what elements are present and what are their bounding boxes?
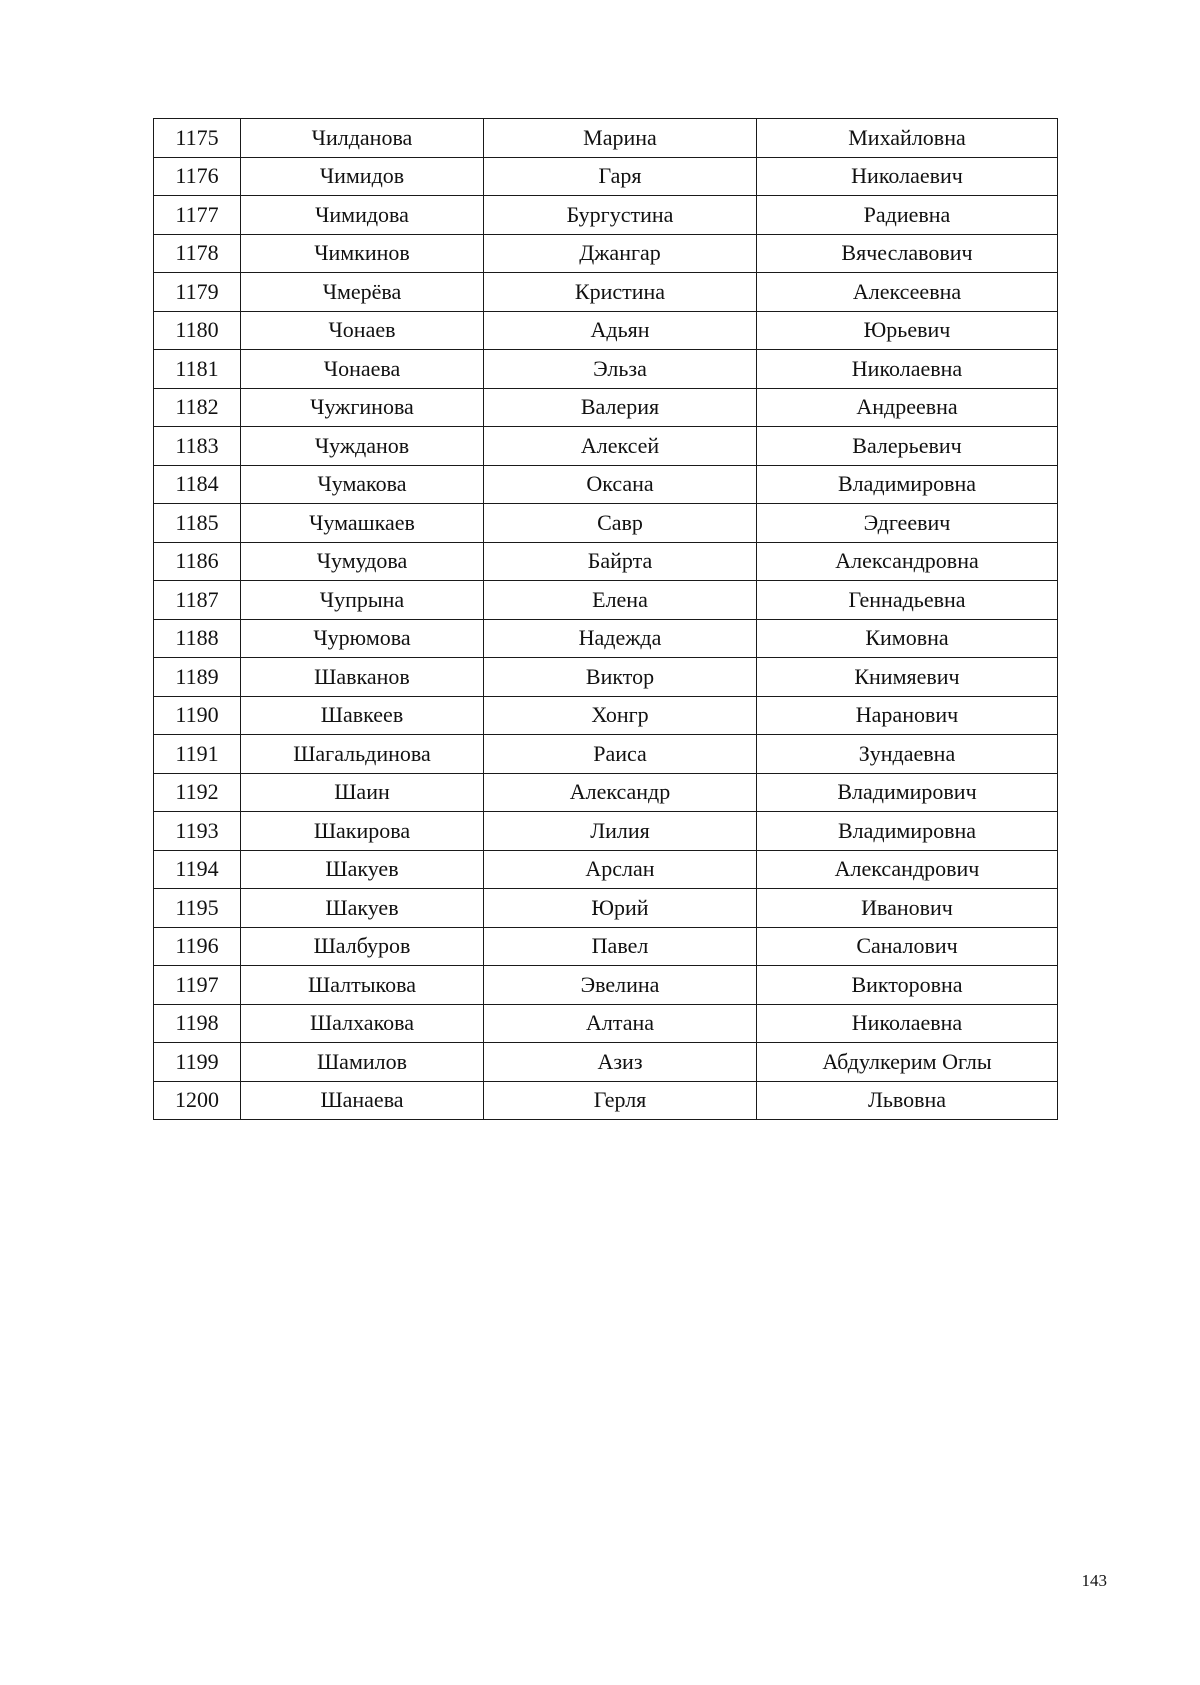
- patronymic-cell: Николаевна: [757, 350, 1058, 389]
- table-row: [154, 735, 1058, 774]
- table-row: [154, 119, 1058, 158]
- row-number-cell: 1179: [154, 273, 241, 312]
- first-name-cell: Савр: [484, 504, 757, 543]
- patronymic-cell: Викторовна: [757, 966, 1058, 1005]
- last-name-cell: Шавканов: [241, 658, 484, 697]
- table-row: [154, 465, 1058, 504]
- registry-table: [153, 118, 1058, 1120]
- table-row: [154, 812, 1058, 851]
- last-name-cell: Чмерёва: [241, 273, 484, 312]
- last-name-cell: Шанаева: [241, 1081, 484, 1120]
- first-name-cell: Оксана: [484, 465, 757, 504]
- first-name-cell: Джангар: [484, 234, 757, 273]
- table-row: [154, 1043, 1058, 1082]
- row-number-cell: 1199: [154, 1043, 241, 1082]
- row-number-cell: 1176: [154, 157, 241, 196]
- row-number-cell: 1184: [154, 465, 241, 504]
- patronymic-cell: Радиевна: [757, 196, 1058, 235]
- table-row: [154, 196, 1058, 235]
- table-row: [154, 581, 1058, 620]
- patronymic-cell: Юрьевич: [757, 311, 1058, 350]
- table-row: [154, 696, 1058, 735]
- patronymic-cell: Николаевна: [757, 1004, 1058, 1043]
- first-name-cell: Павел: [484, 927, 757, 966]
- row-number-cell: 1178: [154, 234, 241, 273]
- row-number-cell: 1190: [154, 696, 241, 735]
- patronymic-cell: Владимирович: [757, 773, 1058, 812]
- last-name-cell: Чужгинова: [241, 388, 484, 427]
- last-name-cell: Шагальдинова: [241, 735, 484, 774]
- row-number-cell: 1175: [154, 119, 241, 158]
- last-name-cell: Чилданова: [241, 119, 484, 158]
- table-row: [154, 542, 1058, 581]
- last-name-cell: Шалхакова: [241, 1004, 484, 1043]
- table-row: [154, 850, 1058, 889]
- last-name-cell: Чонаева: [241, 350, 484, 389]
- first-name-cell: Юрий: [484, 889, 757, 928]
- patronymic-cell: Геннадьевна: [757, 581, 1058, 620]
- first-name-cell: Виктор: [484, 658, 757, 697]
- table-row: [154, 388, 1058, 427]
- first-name-cell: Алексей: [484, 427, 757, 466]
- row-number-cell: 1186: [154, 542, 241, 581]
- row-number-cell: 1191: [154, 735, 241, 774]
- first-name-cell: Арслан: [484, 850, 757, 889]
- first-name-cell: Адьян: [484, 311, 757, 350]
- table-row: [154, 1004, 1058, 1043]
- row-number-cell: 1180: [154, 311, 241, 350]
- first-name-cell: Азиз: [484, 1043, 757, 1082]
- first-name-cell: Елена: [484, 581, 757, 620]
- row-number-cell: 1200: [154, 1081, 241, 1120]
- patronymic-cell: Зундаевна: [757, 735, 1058, 774]
- last-name-cell: Чупрына: [241, 581, 484, 620]
- row-number-cell: 1198: [154, 1004, 241, 1043]
- first-name-cell: Алтана: [484, 1004, 757, 1043]
- table-row: [154, 504, 1058, 543]
- first-name-cell: Эльза: [484, 350, 757, 389]
- table-row: [154, 889, 1058, 928]
- patronymic-cell: Владимировна: [757, 812, 1058, 851]
- row-number-cell: 1181: [154, 350, 241, 389]
- first-name-cell: Кристина: [484, 273, 757, 312]
- patronymic-cell: Николаевич: [757, 157, 1058, 196]
- table-row: [154, 350, 1058, 389]
- row-number-cell: 1183: [154, 427, 241, 466]
- patronymic-cell: Вячеславович: [757, 234, 1058, 273]
- table-row: [154, 273, 1058, 312]
- patronymic-cell: Эдгеевич: [757, 504, 1058, 543]
- patronymic-cell: Львовна: [757, 1081, 1058, 1120]
- patronymic-cell: Александровна: [757, 542, 1058, 581]
- first-name-cell: Александр: [484, 773, 757, 812]
- row-number-cell: 1197: [154, 966, 241, 1005]
- first-name-cell: Гаря: [484, 157, 757, 196]
- last-name-cell: Шавкеев: [241, 696, 484, 735]
- patronymic-cell: Кимовна: [757, 619, 1058, 658]
- last-name-cell: Шамилов: [241, 1043, 484, 1082]
- first-name-cell: Лилия: [484, 812, 757, 851]
- last-name-cell: Чурюмова: [241, 619, 484, 658]
- first-name-cell: Валерия: [484, 388, 757, 427]
- patronymic-cell: Михайловна: [757, 119, 1058, 158]
- last-name-cell: Чумакова: [241, 465, 484, 504]
- row-number-cell: 1195: [154, 889, 241, 928]
- row-number-cell: 1182: [154, 388, 241, 427]
- row-number-cell: 1193: [154, 812, 241, 851]
- patronymic-cell: Владимировна: [757, 465, 1058, 504]
- row-number-cell: 1185: [154, 504, 241, 543]
- page-number: 143: [1081, 1571, 1107, 1590]
- last-name-cell: Чимидова: [241, 196, 484, 235]
- last-name-cell: Шалтыкова: [241, 966, 484, 1005]
- last-name-cell: Шалбуров: [241, 927, 484, 966]
- last-name-cell: Шакирова: [241, 812, 484, 851]
- table-row: [154, 773, 1058, 812]
- row-number-cell: 1188: [154, 619, 241, 658]
- patronymic-cell: Валерьевич: [757, 427, 1058, 466]
- table-row: [154, 157, 1058, 196]
- first-name-cell: Надежда: [484, 619, 757, 658]
- first-name-cell: Байрта: [484, 542, 757, 581]
- table-row: [154, 311, 1058, 350]
- table-row: [154, 658, 1058, 697]
- last-name-cell: Чумашкаев: [241, 504, 484, 543]
- row-number-cell: 1177: [154, 196, 241, 235]
- table-row: [154, 234, 1058, 273]
- registry-table-body: [154, 119, 1058, 1120]
- last-name-cell: Шакуев: [241, 889, 484, 928]
- patronymic-cell: Александрович: [757, 850, 1058, 889]
- table-row: [154, 427, 1058, 466]
- first-name-cell: Хонгр: [484, 696, 757, 735]
- row-number-cell: 1196: [154, 927, 241, 966]
- last-name-cell: Чонаев: [241, 311, 484, 350]
- patronymic-cell: Книмяевич: [757, 658, 1058, 697]
- patronymic-cell: Саналович: [757, 927, 1058, 966]
- last-name-cell: Шаин: [241, 773, 484, 812]
- first-name-cell: Бургустина: [484, 196, 757, 235]
- patronymic-cell: Абдулкерим Оглы: [757, 1043, 1058, 1082]
- row-number-cell: 1192: [154, 773, 241, 812]
- patronymic-cell: Иванович: [757, 889, 1058, 928]
- table-row: [154, 966, 1058, 1005]
- table-row: [154, 619, 1058, 658]
- last-name-cell: Шакуев: [241, 850, 484, 889]
- patronymic-cell: Андреевна: [757, 388, 1058, 427]
- table-row: [154, 1081, 1058, 1120]
- patronymic-cell: Алексеевна: [757, 273, 1058, 312]
- first-name-cell: Герля: [484, 1081, 757, 1120]
- row-number-cell: 1194: [154, 850, 241, 889]
- first-name-cell: Раиса: [484, 735, 757, 774]
- patronymic-cell: Наранович: [757, 696, 1058, 735]
- first-name-cell: Эвелина: [484, 966, 757, 1005]
- last-name-cell: Чимкинов: [241, 234, 484, 273]
- row-number-cell: 1189: [154, 658, 241, 697]
- row-number-cell: 1187: [154, 581, 241, 620]
- table-row: [154, 927, 1058, 966]
- last-name-cell: Чужданов: [241, 427, 484, 466]
- last-name-cell: Чимидов: [241, 157, 484, 196]
- last-name-cell: Чумудова: [241, 542, 484, 581]
- first-name-cell: Марина: [484, 119, 757, 158]
